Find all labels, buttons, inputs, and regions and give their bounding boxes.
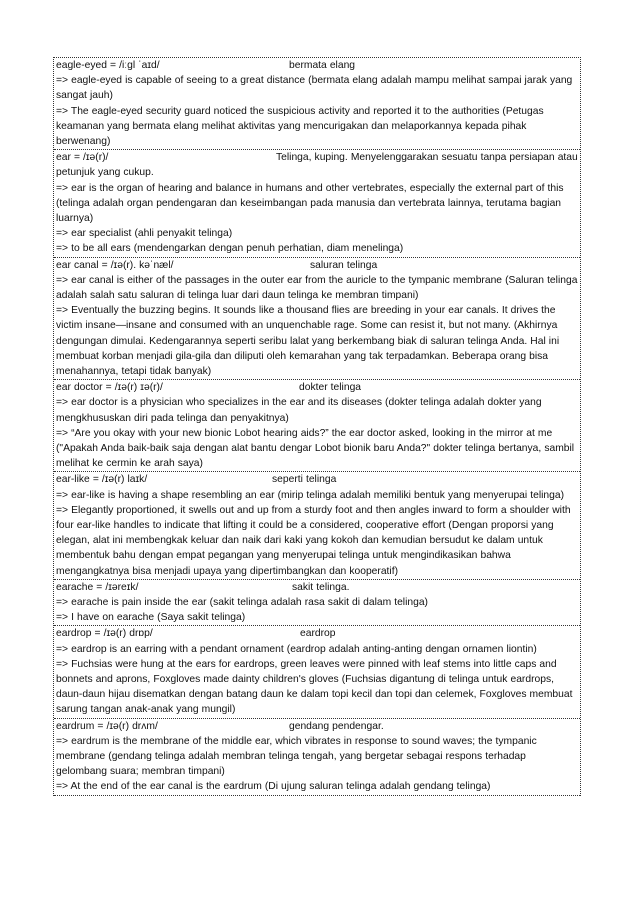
vocabulary-list [53, 57, 581, 796]
entry-heading [56, 580, 579, 595]
entry-term: ear doctor = /ɪə(r) ɪə(r)/ [56, 382, 163, 394]
entry-term: eagle-eyed = /iːgl ˈaɪd/ [56, 60, 160, 71]
entry-term: ear = /ɪə(r)/ [56, 152, 109, 164]
entry-definition: => eagle-eyed is capable of seeing to a great distance (bermata elang adalah mampu melihat sampai jarak yang sangat jauh) [56, 75, 573, 102]
entry-example: => Eventually the buzzing begins. It sounds like a thousand flies are breeding in your ear canals. It drives the victim insane—insane and consumed with an unquenchable rage. Some can resist it, but not many. (Akhirnya dengungan dimulai. Kedengarannya seperti seribu lalat yang berkembang biak di saluran telinga Anda. Hal ini membuat korban menjadi gila-gila dan diliputi oleh kemarahan yang tak terpadamkan. Beberapa orang bisa menahannya, tetapi tidak banyak) [56, 305, 560, 378]
entry-definition: => ear is the organ of hearing and balance in humans and other vertebrates, especially the external part of this (telinga adalah organ pendengaran dan keseimbangan pada manusia dan vertebrata lainnya, terutama bagian luarnya) [56, 182, 564, 225]
entry-translation: gendang pendengar. [289, 720, 384, 732]
entry-heading [56, 258, 579, 273]
vocab-entry [54, 580, 580, 627]
entry-example: => The eagle-eyed security guard noticed the suspicious activity and reported it to the authorities (Petugas keamanan yang bermata elang melihat aktivitas yang mencurigakan dan melaporkannya kepada pihak berwenang) [56, 105, 544, 147]
entry-translation: seperti telinga [272, 474, 337, 486]
entry-example: => Fuchsias were hung at the ears for eardrops, green leaves were pinned with leaf stems into little caps and bonnets and aprons, Foxgloves made dainty children's gloves (Fuchsias digantung di telinga untuk eardrops, daun-daun hijau disematkan dengan batang daun ke dalam topi kecil dan topi dan celemek, Foxgloves membuat sarung tangan anak-anak yang mungil) [56, 658, 573, 716]
entry-definition: => ear-like is having a shape resembling an ear (mirip telinga adalah memiliki bentuk yang menyerupai telinga) [56, 489, 565, 501]
entry-term: ear-like = /ɪə(r) laɪk/ [56, 474, 148, 486]
entry-definition: => ear canal is either of the passages in the outer ear from the auricle to the tympanic membrane (Saluran telinga adalah salah satu saluran di telinga luar dari daun telinga ke membran timpani) [56, 274, 578, 302]
entry-definition: => eardrum is the membrane of the middle ear, which vibrates in response to sound waves; the tympanic membrane (gendang telinga adalah membran telinga tengah, yang bergetar sebagai respons terhadap gelombang suara; membran timpani) [56, 735, 537, 778]
vocab-entry [54, 150, 580, 257]
vocab-entry [54, 472, 580, 579]
entry-example: => I have on earache (Saya sakit telinga) [56, 612, 246, 624]
vocab-entry [54, 58, 580, 150]
entry-heading [56, 58, 579, 73]
entry-translation: bermata elang [289, 60, 356, 71]
entry-term: eardrum = /ɪə(r) drʌm/ [56, 720, 158, 732]
entry-translation: Telinga, kuping. Menyelenggarakan sesuatu tanpa persiapan atau petunjuk yang cukup. [56, 152, 578, 179]
entry-example: => to be all ears (mendengarkan dengan penuh perhatian, diam menelinga) [56, 243, 404, 255]
vocab-entry [54, 626, 580, 718]
vocab-entry [54, 719, 580, 796]
entry-example: => ear specialist (ahli penyakit telinga) [56, 228, 233, 240]
entry-example: => Elegantly proportioned, it swells out and up from a sturdy foot and then angles inward to form a shoulder with four ear-like handles to indicate that lifting it could be a considered, cooperative effort (Dengan proporsi yang elegan, alat ini membengkak keluar dan naik dari kaki yang kokoh dan kemudian bersudut ke dalam untuk membentuk bahu dengan empat pegangan yang menyerupai telinga untuk mengindikasikan bahwa mengangkatnya bisa menjadi upaya yang dipertimbangkan dan kooperatif) [56, 504, 571, 577]
entry-example: => At the end of the ear canal is the eardrum (Di ujung saluran telinga adalah gendang telinga) [56, 781, 491, 793]
entry-definition: => eardrop is an earring with a pendant ornament (eardrop adalah anting-anting dengan ornamen liontin) [56, 643, 537, 655]
vocab-entry [54, 380, 580, 472]
entry-definition: => ear doctor is a physician who specializes in the ear and its diseases (dokter telinga adalah dokter yang mengkhususkan diri pada telinga dan penyakitnya) [56, 397, 542, 424]
entry-heading [56, 380, 579, 395]
entry-term: eardrop = /ɪə(r) drɒp/ [56, 628, 153, 640]
entry-example: => “Are you okay with your new bionic Lobot hearing aids?” the ear doctor asked, looking in the mirror at me ("Apakah Anda baik-baik saja dengan alat bantu dengar Lobot bionik baru Anda?" dokter telinga bertanya, sambil melihat ke cermin ke arah saya) [56, 427, 575, 470]
entry-definition: => earache is pain inside the ear (sakit telinga adalah rasa sakit di dalam telinga) [56, 597, 428, 609]
entry-translation: sakit telinga. [292, 581, 350, 593]
entry-translation: dokter telinga [299, 382, 362, 394]
entry-translation: eardrop [300, 628, 336, 640]
vocab-entry [54, 258, 580, 381]
entry-heading [56, 472, 579, 487]
entry-term: ear canal = /ɪə(r). kəˈnæl/ [56, 259, 174, 271]
entry-translation: saluran telinga [310, 259, 378, 271]
entry-heading [56, 626, 579, 641]
entry-term: earache = /ɪəreɪk/ [56, 581, 139, 593]
entry-heading [56, 719, 579, 734]
entry-heading [56, 150, 579, 180]
